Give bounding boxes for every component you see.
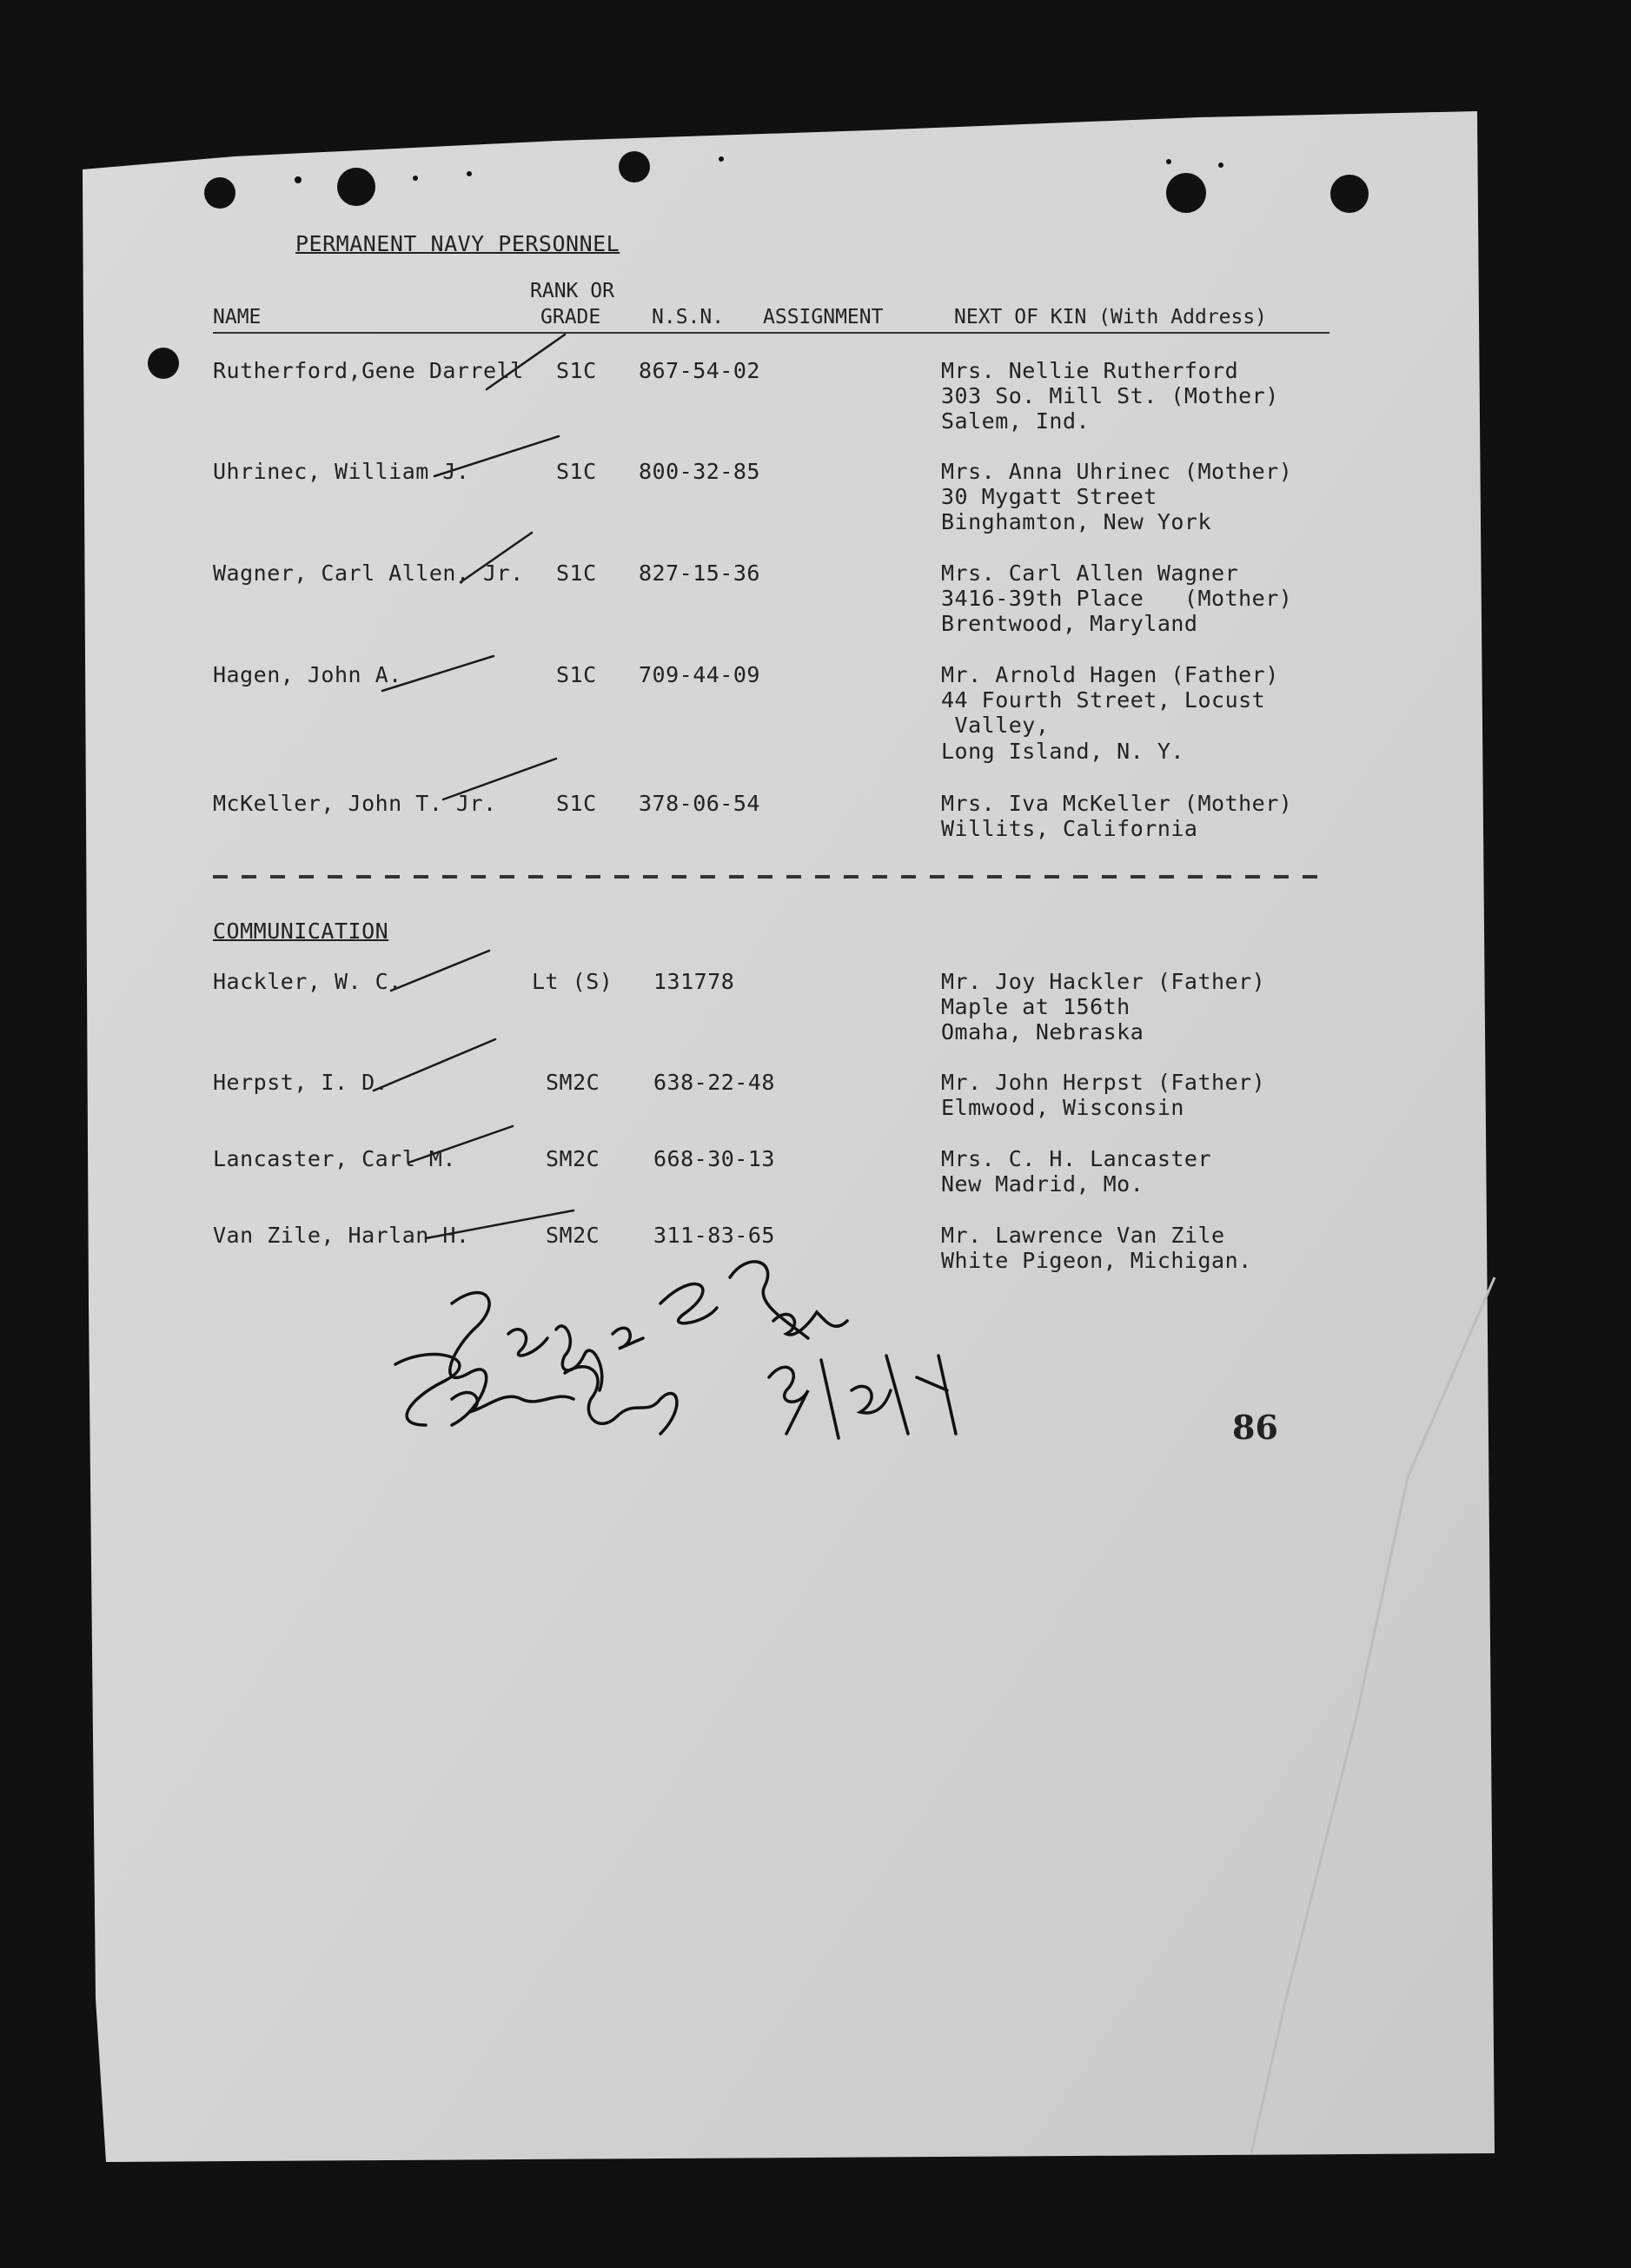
row-5-kin-2: Willits, California (941, 816, 1198, 841)
page-number: 86 (1232, 1408, 1278, 1447)
row-2-nsn: 800-32-85 (639, 459, 760, 484)
comm-row-4-nsn: 311-83-65 (653, 1223, 775, 1248)
row-4-nsn: 709-44-09 (639, 662, 760, 687)
row-5-nsn: 378-06-54 (639, 791, 760, 816)
comm-row-4-name: Van Zile, Harlan H. (213, 1223, 470, 1248)
header-name: NAME (213, 306, 262, 328)
comm-row-1-kin-3: Omaha, Nebraska (941, 1019, 1144, 1044)
row-3-kin-2: 3416-39th Place (Mother) (941, 586, 1293, 611)
header-next-of-kin: NEXT OF KIN (With Address) (954, 306, 1268, 328)
section-divider (213, 875, 1329, 879)
header-rank-line1: RANK OR (530, 280, 614, 302)
row-5-kin-1: Mrs. Iva McKeller (Mother) (941, 791, 1293, 816)
comm-row-3-rank: SM2C (546, 1146, 600, 1171)
paper-sheet (83, 111, 1495, 2162)
document-title: PERMANENT NAVY PERSONNEL (295, 231, 620, 256)
comm-row-2-name: Herpst, I. D. (213, 1070, 389, 1095)
row-4-kin-2: 44 Fourth Street, Locust (941, 687, 1266, 713)
comm-row-1-kin-2: Maple at 156th (941, 994, 1130, 1019)
row-1-kin-2: 303 So. Mill St. (Mother) (941, 383, 1279, 408)
comm-row-3-nsn: 668-30-13 (653, 1146, 775, 1171)
comm-row-4-kin-2: White Pigeon, Michigan. (941, 1248, 1252, 1273)
row-4-kin-4: Long Island, N. Y. (941, 739, 1184, 764)
comm-row-2-rank: SM2C (546, 1070, 600, 1095)
comm-row-4-kin-1: Mr. Lawrence Van Zile (941, 1223, 1225, 1248)
header-assignment: ASSIGNMENT (763, 306, 884, 328)
row-3-nsn: 827-15-36 (639, 560, 760, 586)
row-2-kin-1: Mrs. Anna Uhrinec (Mother) (941, 459, 1293, 484)
row-1-name: Rutherford,Gene Darrell (213, 358, 524, 383)
comm-row-3-kin-2: New Madrid, Mo. (941, 1171, 1144, 1197)
comm-row-1-nsn: 131778 (653, 969, 735, 994)
row-5-rank: S1C (556, 791, 597, 816)
row-1-nsn: 867-54-02 (639, 358, 760, 383)
comm-row-1-name: Hackler, W. C. (213, 969, 402, 994)
handwritten-signature (382, 1260, 973, 1451)
row-2-kin-2: 30 Mygatt Street (941, 484, 1157, 509)
section-title-communication: COMMUNICATION (213, 918, 389, 944)
comm-row-1-rank: Lt (S) (532, 969, 613, 994)
row-4-rank: S1C (556, 662, 597, 687)
row-3-kin-1: Mrs. Carl Allen Wagner (941, 560, 1239, 586)
row-3-name: Wagner, Carl Allen, Jr. (213, 560, 524, 586)
row-1-rank: S1C (556, 358, 597, 383)
row-4-kin-1: Mr. Arnold Hagen (Father) (941, 662, 1279, 687)
row-4-name: Hagen, John A. (213, 662, 402, 687)
header-nsn: N.S.N. (652, 306, 725, 328)
row-3-rank: S1C (556, 560, 597, 586)
header-rank-line2: GRADE (540, 306, 601, 328)
row-4-kin-3: Valley, (941, 713, 1050, 738)
comm-row-3-name: Lancaster, Carl M. (213, 1146, 456, 1171)
row-3-kin-3: Brentwood, Maryland (941, 611, 1198, 636)
row-5-name: McKeller, John T. Jr. (213, 791, 497, 816)
comm-row-2-nsn: 638-22-48 (653, 1070, 775, 1095)
comm-row-2-kin-1: Mr. John Herpst (Father) (941, 1070, 1266, 1095)
comm-row-1-kin-1: Mr. Joy Hackler (Father) (941, 969, 1266, 994)
row-2-kin-3: Binghamton, New York (941, 509, 1212, 534)
comm-row-2-kin-2: Elmwood, Wisconsin (941, 1095, 1184, 1120)
row-2-rank: S1C (556, 459, 597, 484)
row-1-kin-1: Mrs. Nellie Rutherford (941, 358, 1239, 383)
row-1-kin-3: Salem, Ind. (941, 408, 1091, 434)
comm-row-4-rank: SM2C (546, 1223, 600, 1248)
row-2-name: Uhrinec, William J. (213, 459, 470, 484)
header-rule (213, 332, 1329, 334)
comm-row-3-kin-1: Mrs. C. H. Lancaster (941, 1146, 1212, 1171)
